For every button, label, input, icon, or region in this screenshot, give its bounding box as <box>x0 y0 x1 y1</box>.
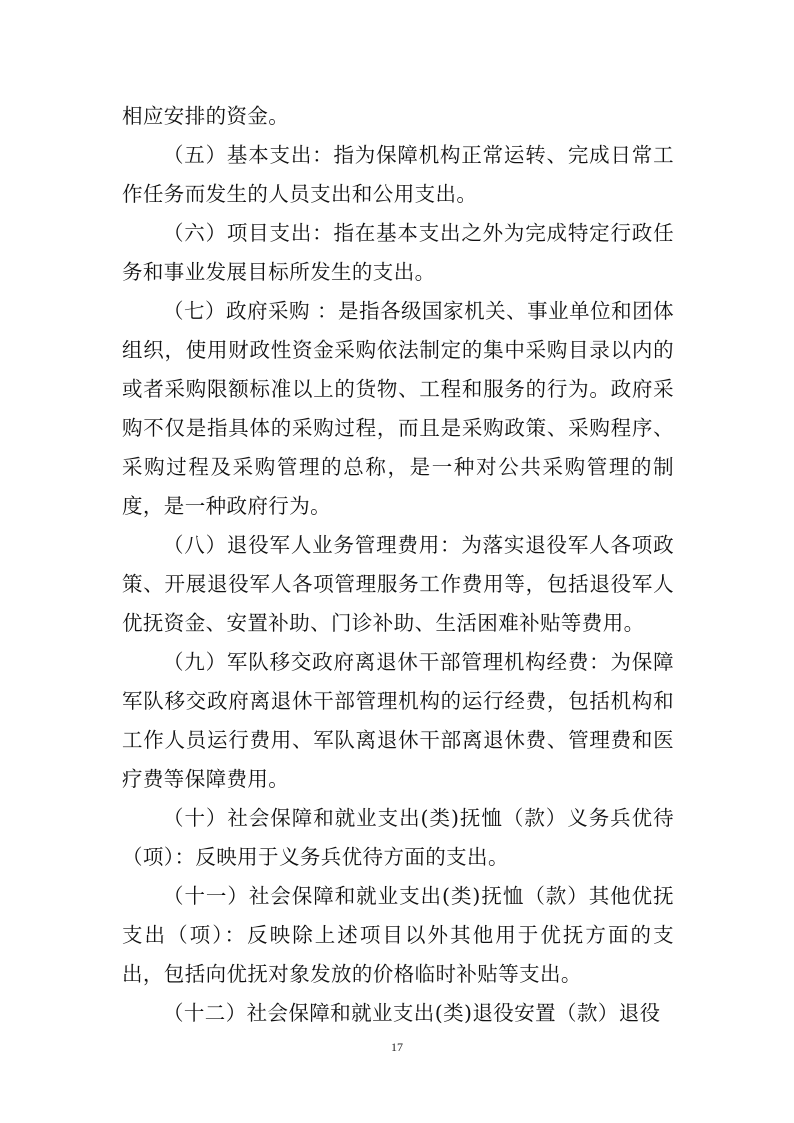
paragraph-basic-expenditure: （五）基本支出：指为保障机构正常运转、完成日常工作任务而发生的人员支出和公用支出。 <box>122 143 674 206</box>
paragraph-project-expenditure: （六）项目支出：指在基本支出之外为完成特定行政任务和事业发展目标所发生的支出。 <box>122 221 674 284</box>
paragraph-resettlement: （十二）社会保障和就业支出(类)退役安置（款）退役 <box>163 1001 661 1025</box>
paragraph-other-preferential: （十一）社会保障和就业支出(类)抚恤（款）其他优抚支出（项）：反映除上述项目以外其他用于优抚方面的支出，包括向优抚对象发放的价格临时补贴等支出。 <box>122 884 674 986</box>
paragraph-continuation: 相应安排的资金。 <box>122 104 290 128</box>
paragraph-conscript-preferential: （十）社会保障和就业支出(类)抚恤（款）义务兵优待（项）：反映用于义务兵优待方面的支出。 <box>122 806 674 869</box>
paragraph-government-procurement: （七）政府采购 ：是指各级国家机关、事业单位和团体组织，使用财政性资金采购依法制定的集中采购目录以内的或者采购限额标准以上的货物、工程和服务的行为。政府采购不仅是指具体的采购过程，而且是采购政策、采购程序、采购过程及采购管理的总称，是一种对公共采购管理的制度，是一种政府行为。 <box>122 299 674 518</box>
body-text <box>122 97 674 1033</box>
page-number: 17 <box>391 1040 403 1054</box>
paragraph-veteran-affairs-fees: （八）退役军人业务管理费用：为落实退役军人各项政策、开展退役军人各项管理服务工作费用等，包括退役军人优抚资金、安置补助、门诊补助、生活困难补贴等费用。 <box>122 533 674 635</box>
paragraph-retired-cadre-funding: （九）军队移交政府离退休干部管理机构经费：为保障军队移交政府离退休干部管理机构的运行经费，包括机构和工作人员运行费用、军队离退休干部离退休费、管理费和医疗费等保障费用。 <box>122 650 674 791</box>
